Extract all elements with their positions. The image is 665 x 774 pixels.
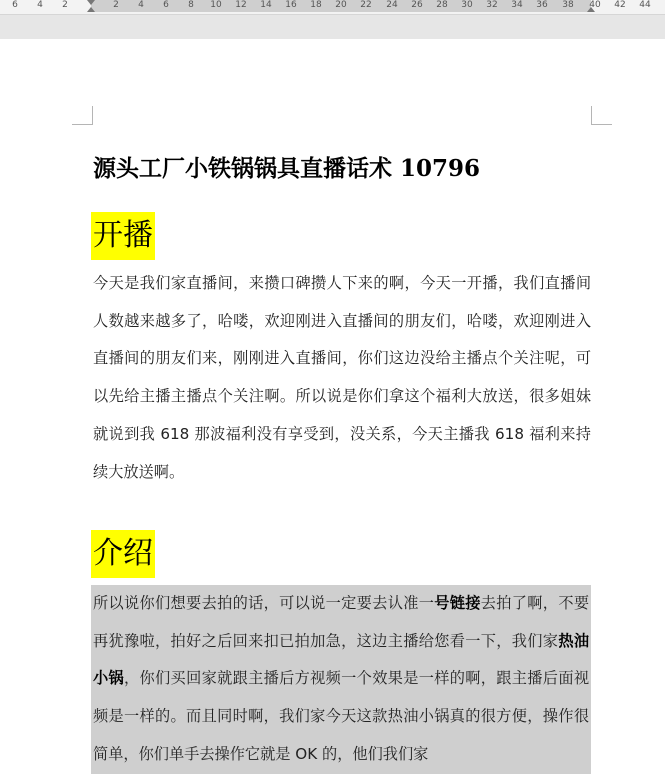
ruler-number: 44 xyxy=(639,0,651,10)
ruler-number: 6 xyxy=(12,0,18,10)
text-run: 去拍了啊，不要再犹豫啦，拍好之后回来扣已拍加急，这边主播给您看一下，我们家 xyxy=(93,594,590,650)
text-run: ，你们买回家就跟主播后方视频一个效果是一样的啊，跟主播后面视频是一样的。而且同时啊，我们家今天这款热油小锅真的很方便，操作很简单，你们单手去操作它就是 OK 的，他们我们家 xyxy=(93,669,590,763)
ruler-number: 12 xyxy=(235,0,247,10)
ruler-number: 8 xyxy=(188,0,194,10)
ruler-number: 2 xyxy=(113,0,119,10)
ruler-number: 28 xyxy=(436,0,448,10)
margin-corner-top-right xyxy=(591,106,612,125)
bold-text-link: 号链接 xyxy=(434,594,481,612)
document-title[interactable]: 源头工厂小铁锅锅具直播话术 10796 xyxy=(93,155,481,182)
first-line-indent-marker[interactable] xyxy=(87,0,95,5)
ruler-number: 2 xyxy=(62,0,68,10)
text-run: 所以说你们想要去拍的话，可以说一定要去认准一 xyxy=(93,594,435,612)
ruler-number: 4 xyxy=(37,0,43,10)
section-paragraph-jieshao[interactable] xyxy=(91,585,591,774)
ruler-number: 40 xyxy=(589,0,601,10)
section-heading-jieshao[interactable]: 介绍 xyxy=(91,530,155,578)
horizontal-ruler[interactable] xyxy=(0,0,665,15)
ruler-number: 20 xyxy=(335,0,347,10)
ruler-number: 32 xyxy=(486,0,498,10)
right-indent-marker[interactable] xyxy=(587,7,595,12)
page-gap xyxy=(0,15,665,39)
section-paragraph-kaibo[interactable]: 今天是我们家直播间，来攒口碑攒人下来的啊，今天一开播，我们直播间人数越来越多了，哈喽，欢迎刚进入直播间的朋友们，哈喽，欢迎刚进入直播间的朋友们来，刚刚进入直播间，你们这边没给主播点个关注呢，可以先给主播主播点个关注啊。所以说是你们拿这个福利大放送，很多姐妹就说到我 618 那波福利没有享受到，没关系，今天主播我 618 福利来持续大放送啊。 xyxy=(93,274,591,481)
ruler-number: 10 xyxy=(210,0,222,10)
section-heading-kaibo[interactable]: 开播 xyxy=(91,212,155,260)
ruler-number: 6 xyxy=(163,0,169,10)
ruler-number: 4 xyxy=(138,0,144,10)
ruler-number: 34 xyxy=(511,0,523,10)
margin-corner-top-left xyxy=(72,106,93,125)
bold-text-product: 热油小锅 xyxy=(93,631,590,688)
ruler-number: 26 xyxy=(411,0,423,10)
ruler-number: 36 xyxy=(536,0,548,10)
ruler-number: 38 xyxy=(562,0,574,10)
ruler-number: 42 xyxy=(614,0,626,10)
ruler-number: 24 xyxy=(386,0,398,10)
ruler-number: 30 xyxy=(461,0,473,10)
ruler-number: 16 xyxy=(285,0,297,10)
ruler-number: 18 xyxy=(310,0,322,10)
ruler-number: 14 xyxy=(260,0,272,10)
left-indent-marker[interactable] xyxy=(87,7,95,12)
ruler-number: 22 xyxy=(360,0,372,10)
